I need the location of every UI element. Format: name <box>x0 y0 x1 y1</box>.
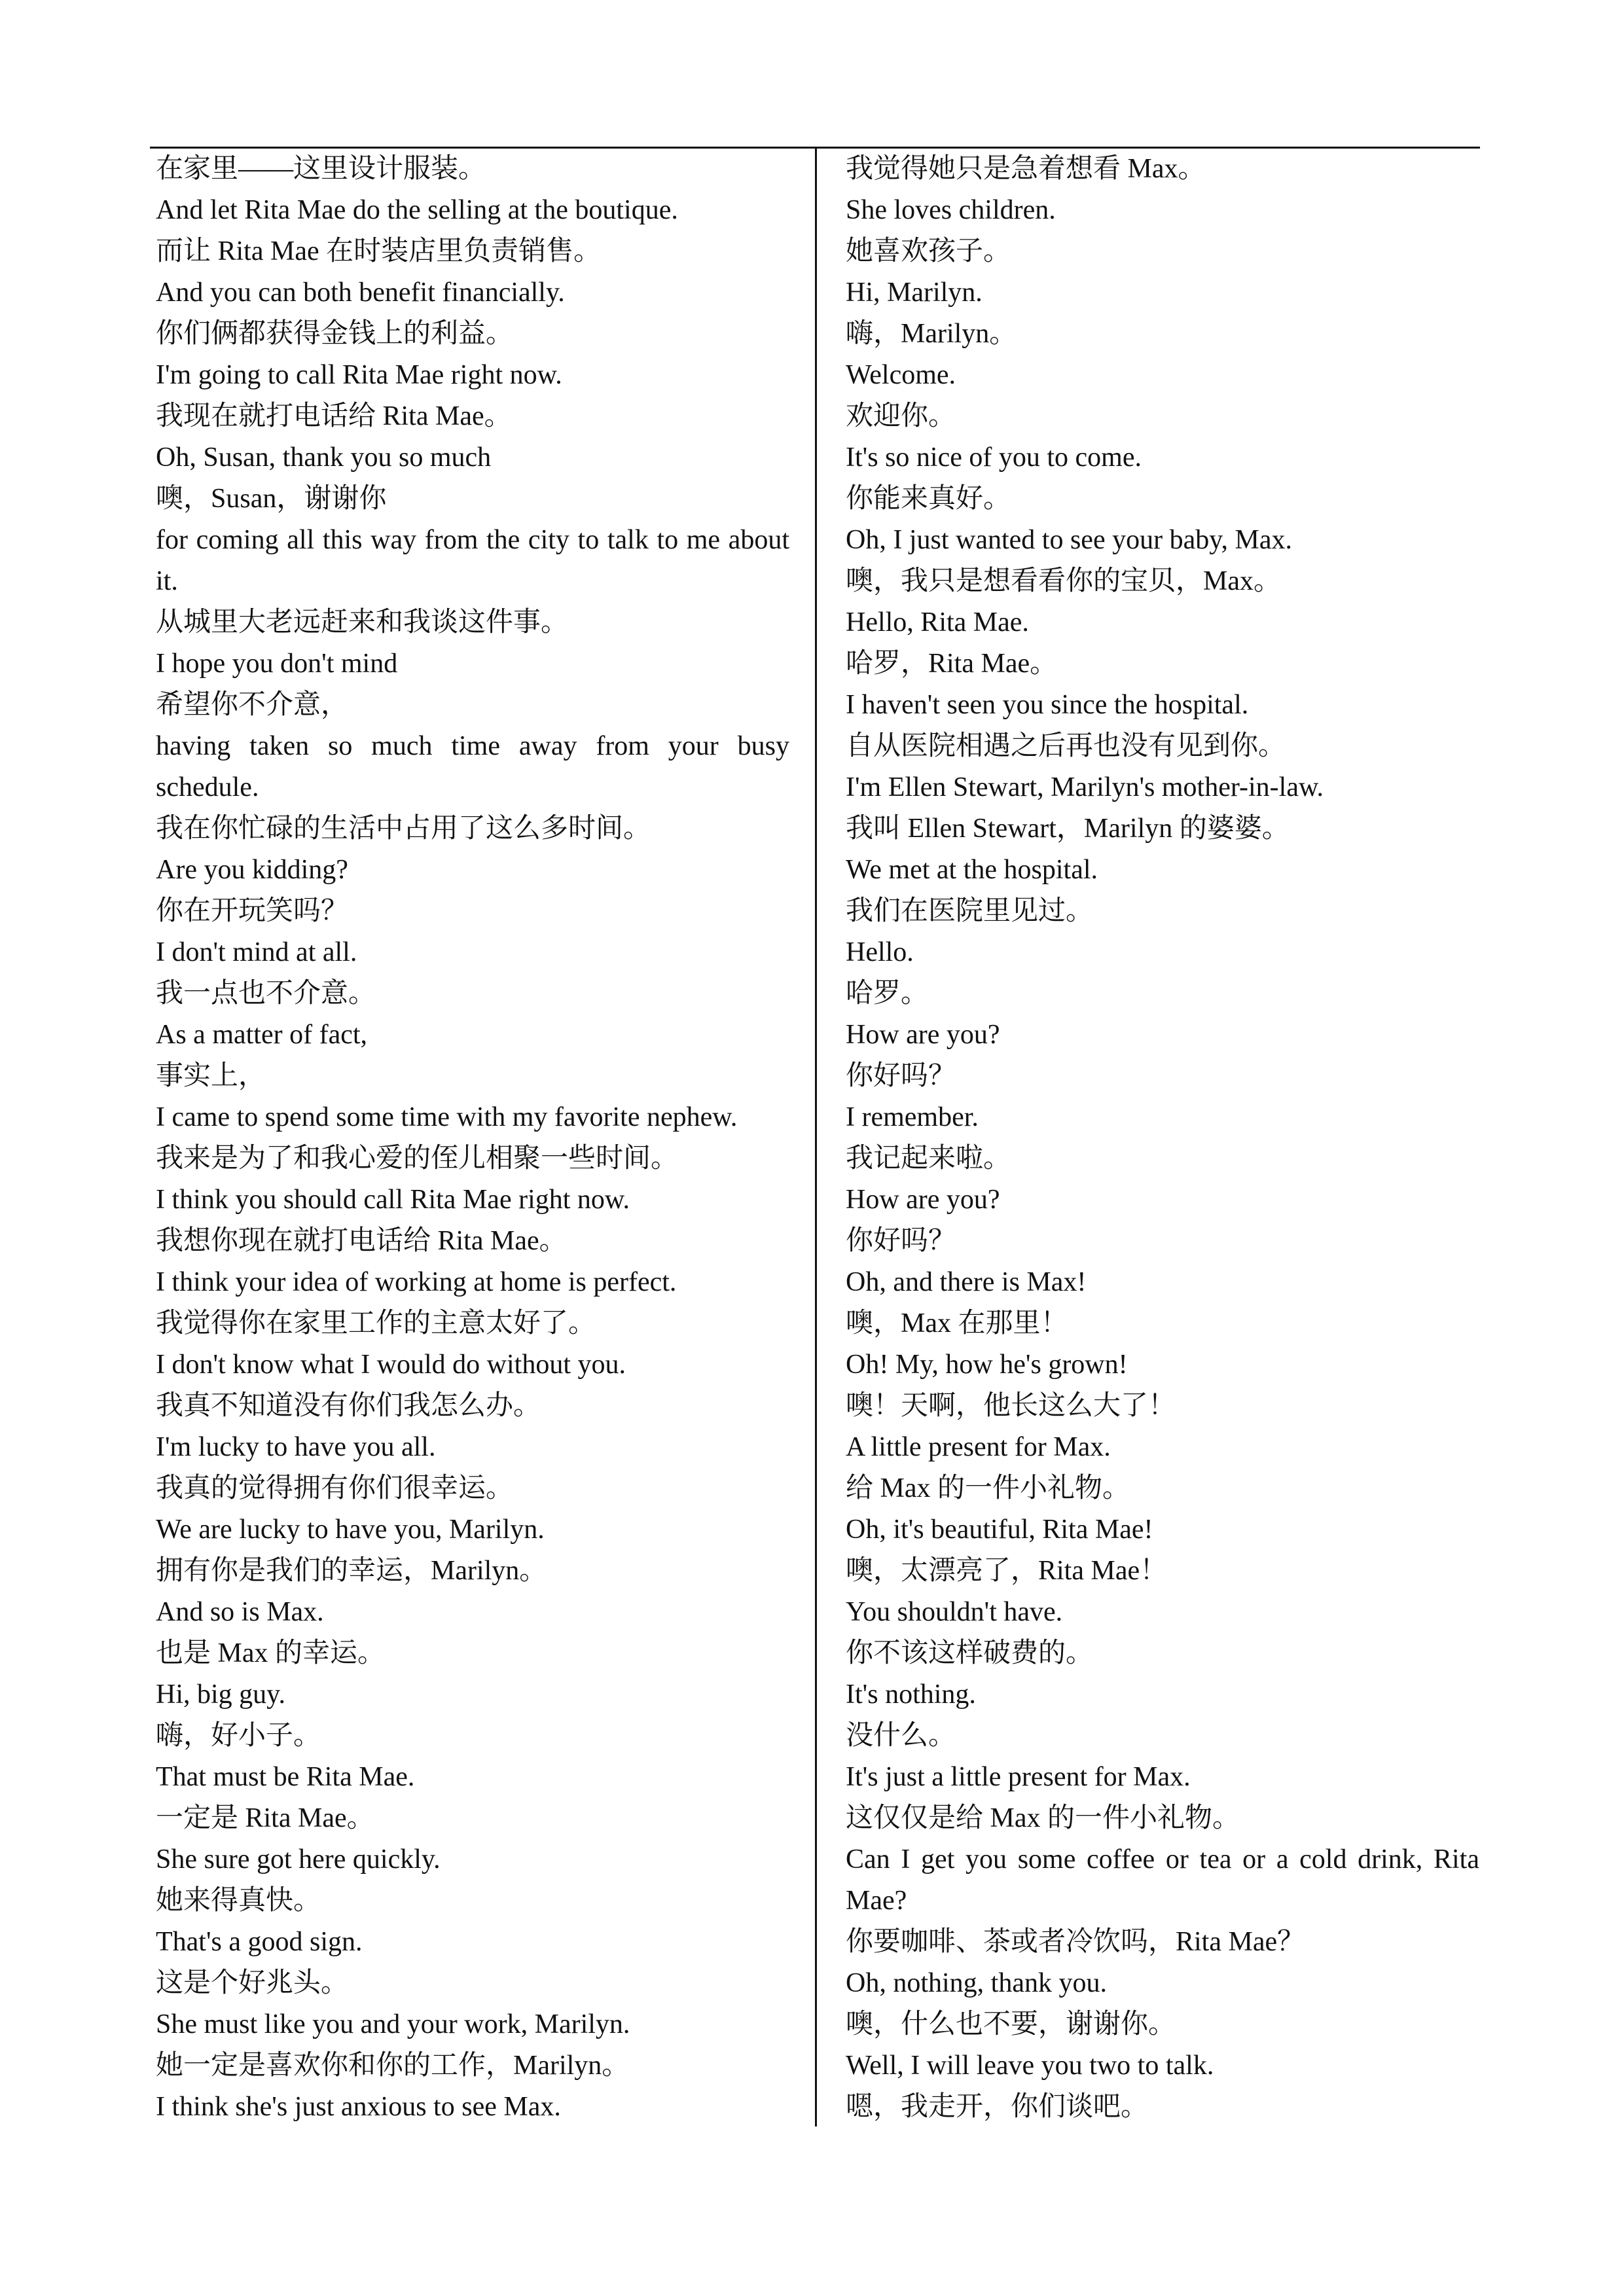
text-line: It's nothing. <box>846 1679 976 1710</box>
text-line: A little present for Max. <box>846 1432 1111 1462</box>
text-line: Welcome. <box>846 360 956 390</box>
text-line: 哈罗。 <box>846 978 929 1009</box>
text-line: 我来是为了和我心爱的侄儿相聚一些时间。 <box>156 1143 679 1174</box>
text-line: Hi, Marilyn. <box>846 278 983 308</box>
text-line: 而让 Rita Mae 在时装店里负责销售。 <box>156 236 602 266</box>
text-line: We are lucky to have you, Marilyn. <box>156 1515 545 1545</box>
text-line: I think you should call Rita Mae right now. <box>156 1185 630 1215</box>
text-line: I'm Ellen Stewart, Marilyn's mother-in-law. <box>846 772 1324 802</box>
text-line: 你不该这样破费的。 <box>846 1638 1094 1668</box>
text-line: I think your idea of working at home is perfect. <box>156 1267 677 1297</box>
text-line: 她来得真快。 <box>156 1886 321 1916</box>
text-line: 嗯，我走开，你们谈吧。 <box>846 2092 1149 2122</box>
text-line: Oh, nothing, thank you. <box>846 1968 1107 1998</box>
text-line: Hi, big guy. <box>156 1679 285 1710</box>
text-line: That's a good sign. <box>156 1927 363 1957</box>
text-line: 一定是 Rita Mae。 <box>156 1803 374 1833</box>
text-line: 希望你不介意， <box>156 690 349 720</box>
text-line: She loves children. <box>846 195 1056 225</box>
text-line: As a matter of fact, <box>156 1020 368 1050</box>
text-line: And let Rita Mae do the selling at the boutique. <box>156 195 678 225</box>
text-line: 我在你忙碌的生活中占用了这么多时间。 <box>156 814 651 844</box>
text-line: Oh! My, how he's grown! <box>846 1350 1128 1380</box>
text-line: She sure got here quickly. <box>156 1844 441 1874</box>
text-line: I'm going to call Rita Mae right now. <box>156 360 562 390</box>
text-line: We met at the hospital. <box>846 855 1098 885</box>
text-line: 在家里——这里设计服装。 <box>156 154 486 184</box>
text-line: 噢，Max 在那里！ <box>846 1308 1068 1338</box>
text-line: It's just a little present for Max. <box>846 1762 1191 1792</box>
text-line: 你要咖啡、茶或者冷饮吗，Rita Mae？ <box>846 1927 1305 1957</box>
text-line: I'm lucky to have you all. <box>156 1432 436 1462</box>
text-line: It's so nice of you to come. <box>846 442 1142 473</box>
text-line: And you can both benefit financially. <box>156 278 565 308</box>
text-line: 欢迎你。 <box>846 401 956 431</box>
column-divider <box>815 147 817 2126</box>
text-line: I haven't seen you since the hospital. <box>846 690 1249 720</box>
text-line: 你能来真好。 <box>846 484 1011 514</box>
text-line: Can I get you some coffee or tea or a cold drink, Rita Mae? <box>846 1844 1479 1916</box>
text-line: I don't know what I would do without you. <box>156 1350 626 1380</box>
text-line: 嗨，Marilyn。 <box>846 319 1017 349</box>
text-line: And so is Max. <box>156 1597 324 1627</box>
text-line: 你好吗？ <box>846 1061 956 1091</box>
text-line: 噢，太漂亮了，Rita Mae！ <box>846 1556 1168 1586</box>
text-line: 嗨，好小子。 <box>156 1721 321 1751</box>
text-line: I hope you don't mind <box>156 649 398 679</box>
text-line: 噢，什么也不要，谢谢你。 <box>846 2009 1176 2039</box>
text-line: 事实上， <box>156 1061 266 1091</box>
left-column <box>156 149 789 2128</box>
text-line: She must like you and your work, Marilyn. <box>156 2009 630 2039</box>
text-line: 拥有你是我们的幸运，Marilyn。 <box>156 1556 547 1586</box>
text-line: 这是个好兆头。 <box>156 1968 349 1998</box>
text-line: Oh, and there is Max! <box>846 1267 1087 1297</box>
text-line: Oh, it's beautiful, Rita Mae! <box>846 1515 1153 1545</box>
text-line: 你在开玩笑吗？ <box>156 896 349 926</box>
text-line: I remember. <box>846 1102 979 1132</box>
text-line: I came to spend some time with my favorite nephew. <box>156 1102 738 1132</box>
right-column <box>846 149 1479 2128</box>
text-line: 我一点也不介意。 <box>156 978 376 1009</box>
text-line: 她喜欢孩子。 <box>846 236 1011 266</box>
text-line: 没什么。 <box>846 1721 956 1751</box>
text-line: I think she's just anxious to see Max. <box>156 2092 561 2122</box>
text-line: 我叫 Ellen Stewart，Marilyn 的婆婆。 <box>846 814 1290 844</box>
text-line: How are you? <box>846 1185 1000 1215</box>
text-line: Well, I will leave you two to talk. <box>846 2051 1214 2081</box>
text-line: having taken so much time away from your busy schedule. <box>156 731 789 802</box>
text-line: 我觉得她只是急着想看 Max。 <box>846 154 1206 184</box>
text-line: You shouldn't have. <box>846 1597 1063 1627</box>
text-line: 我现在就打电话给 Rita Mae。 <box>156 401 512 431</box>
text-line: 自从医院相遇之后再也没有见到你。 <box>846 731 1286 761</box>
text-line: I don't mind at all. <box>156 937 357 967</box>
text-line: Hello, Rita Mae. <box>846 607 1029 637</box>
text-line: 噢，我只是想看看你的宝贝，Max。 <box>846 566 1281 596</box>
text-line: 你们俩都获得金钱上的利益。 <box>156 319 514 349</box>
text-line: How are you? <box>846 1020 1000 1050</box>
text-line: 从城里大老远赶来和我谈这件事。 <box>156 607 569 637</box>
text-line: 你好吗？ <box>846 1226 956 1256</box>
text-line: 给 Max 的一件小礼物。 <box>846 1473 1130 1503</box>
text-line: 我记起来啦。 <box>846 1143 1011 1174</box>
text-line: 这仅仅是给 Max 的一件小礼物。 <box>846 1803 1240 1833</box>
text-line: Oh, I just wanted to see your baby, Max. <box>846 525 1292 555</box>
text-line: 我真的觉得拥有你们很幸运。 <box>156 1473 514 1503</box>
text-line: Hello. <box>846 937 914 967</box>
text-line: Are you kidding? <box>156 855 348 885</box>
text-line: 噢，Susan，谢谢你 <box>156 484 387 514</box>
text-line: 也是 Max 的幸运。 <box>156 1638 385 1668</box>
text-line: 我觉得你在家里工作的主意太好了。 <box>156 1308 596 1338</box>
text-line: That must be Rita Mae. <box>156 1762 415 1792</box>
text-line: 我想你现在就打电话给 Rita Mae。 <box>156 1226 567 1256</box>
text-line: 哈罗，Rita Mae。 <box>846 649 1058 679</box>
text-line: 她一定是喜欢你和你的工作，Marilyn。 <box>156 2051 630 2081</box>
text-line: 我真不知道没有你们我怎么办。 <box>156 1391 541 1421</box>
text-line: 我们在医院里见过。 <box>846 896 1094 926</box>
text-line: 噢！天啊，他长这么大了！ <box>846 1391 1176 1421</box>
text-line: Oh, Susan, thank you so much <box>156 442 492 473</box>
text-line: for coming all this way from the city to talk to me about it. <box>156 525 789 596</box>
